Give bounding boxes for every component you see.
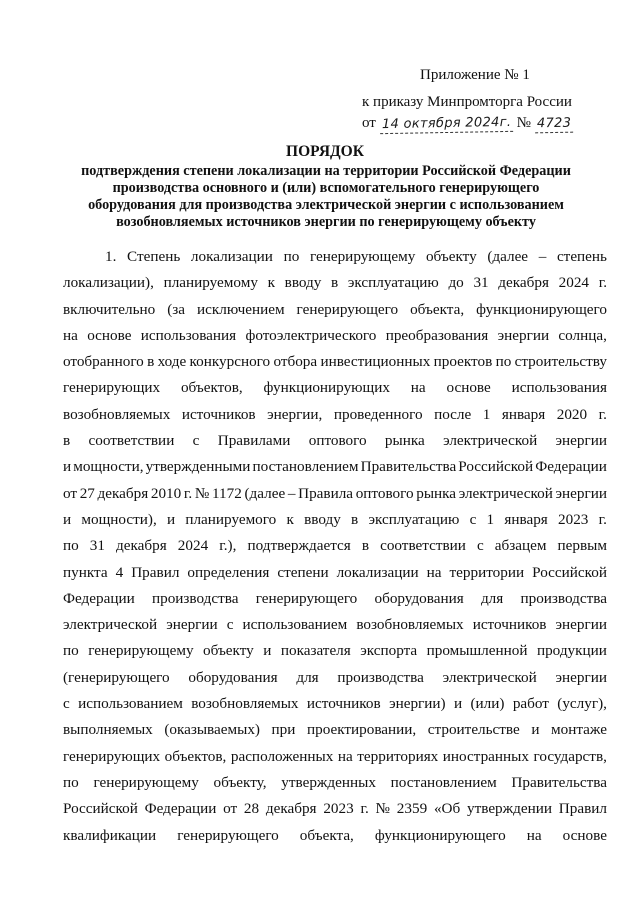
word: объекта,	[299, 826, 354, 844]
word: Правил	[131, 563, 180, 581]
word: генерирующих	[63, 379, 161, 397]
word: мощности,	[73, 458, 144, 476]
word: и	[63, 458, 72, 476]
word: преобразования	[385, 326, 489, 344]
word: Российской	[63, 800, 138, 818]
word: электрической	[442, 668, 537, 686]
body-line	[63, 717, 607, 743]
word: (оказываемых)	[164, 721, 260, 739]
word: энергии	[555, 616, 607, 634]
word: работ	[512, 695, 549, 713]
word: и	[166, 510, 176, 528]
word: 2024	[177, 537, 209, 555]
body-line	[63, 454, 607, 480]
word: с	[476, 537, 484, 555]
word: энергии	[555, 484, 607, 502]
word: на	[337, 747, 353, 765]
word: для	[296, 668, 319, 686]
word: использования	[140, 326, 237, 344]
word: на	[526, 826, 542, 844]
word: 2010	[150, 484, 182, 502]
word: энергии,	[267, 405, 323, 423]
order-date-number-line	[362, 112, 622, 134]
word: территории	[449, 563, 525, 581]
body-line	[63, 533, 607, 559]
word: генерирующего	[296, 300, 399, 318]
word: источников	[472, 616, 547, 634]
subtitle-line: производства основного и (или) вспомогательного генерирующего	[112, 180, 540, 196]
word: энергии	[166, 616, 218, 634]
word: 2359	[396, 800, 428, 818]
word: источников	[181, 405, 256, 423]
word: источников	[306, 695, 381, 713]
from-label: от	[362, 115, 376, 131]
word: рынка	[416, 484, 457, 502]
word: и	[263, 642, 272, 660]
word: г.),	[219, 537, 237, 555]
word: декабря	[97, 484, 149, 502]
body-line	[63, 244, 607, 270]
word: планируемого	[185, 510, 277, 528]
word: степень	[556, 248, 607, 265]
word: функционирующего	[476, 300, 607, 318]
word: конкурсного	[189, 353, 271, 371]
word: (далее	[244, 484, 286, 502]
word: по	[63, 642, 79, 660]
word: декабря	[498, 274, 549, 292]
word: от	[223, 800, 238, 818]
body-line	[63, 665, 607, 691]
word: расположенных	[230, 747, 334, 765]
word: рынка	[384, 432, 425, 450]
appendix-label: Приложение № 1	[420, 67, 530, 83]
word: показателя	[280, 642, 351, 660]
word: в	[331, 274, 339, 292]
word: (или)	[470, 695, 505, 713]
body-line	[63, 270, 607, 296]
word: объектов,	[180, 379, 243, 397]
word: 28	[243, 800, 260, 818]
word: №	[194, 484, 210, 502]
word: №	[375, 800, 391, 818]
word: по	[63, 537, 79, 555]
word: на	[410, 379, 426, 397]
word: производства	[337, 668, 424, 686]
word: основе	[87, 326, 132, 344]
word: Степень	[127, 248, 181, 265]
body-line	[63, 481, 607, 507]
word: электрической	[443, 432, 538, 450]
word: локализации	[336, 563, 419, 581]
word: оптового	[355, 484, 414, 502]
word: соответствии	[380, 537, 466, 555]
word: вводу	[304, 510, 341, 528]
word: по	[63, 773, 79, 791]
word: первым	[557, 537, 607, 555]
word: Российской	[532, 563, 607, 581]
word: энергии	[555, 668, 607, 686]
word: в	[361, 537, 370, 555]
word: эксплуатацию	[368, 510, 460, 528]
word: отобранного	[63, 353, 144, 371]
body-line	[63, 796, 607, 822]
word: 2020	[556, 405, 588, 423]
body-line	[63, 638, 607, 664]
body-paragraph	[63, 244, 607, 849]
word: по	[495, 353, 512, 371]
word: к	[267, 274, 275, 292]
word: в	[351, 510, 359, 528]
word: с	[63, 695, 70, 713]
word: функционирующих	[263, 379, 390, 397]
word: подтверждается	[247, 537, 351, 555]
word: в	[147, 353, 155, 371]
word: генерирующих	[63, 747, 161, 765]
word: Федерации	[63, 589, 135, 607]
word: Правительства	[360, 458, 457, 476]
word: 4	[115, 563, 124, 581]
word: продукции	[536, 642, 607, 660]
word: ходе	[157, 353, 187, 371]
word: использованием	[242, 616, 348, 634]
word: г.	[360, 800, 369, 818]
word: и	[531, 721, 540, 739]
subtitle-line: оборудования для производства электрической энергии с использованием	[88, 197, 564, 213]
word: генерирующему	[93, 773, 199, 791]
word: генерирующему	[88, 642, 194, 660]
word: с	[192, 432, 200, 450]
word: от	[63, 484, 78, 502]
word: территориях	[357, 747, 439, 765]
word: оборудования	[374, 589, 464, 607]
word: иностранных	[442, 747, 529, 765]
word: промышленной	[426, 642, 528, 660]
word: (далее	[487, 248, 529, 265]
body-line	[63, 823, 607, 849]
word: исключением	[197, 300, 285, 318]
body-line	[63, 297, 607, 323]
word: объекту	[203, 642, 254, 660]
body-line	[63, 375, 607, 401]
body-line	[63, 349, 607, 375]
word: пункта	[63, 563, 108, 581]
word: электрической	[63, 616, 158, 634]
body-line	[63, 691, 607, 717]
handwritten-number: 4723	[535, 116, 574, 134]
word: постановлением	[390, 773, 497, 791]
body-line	[63, 770, 607, 796]
word: мощности),	[81, 510, 157, 528]
body-line	[63, 612, 607, 638]
word: 1	[486, 510, 495, 528]
word: января	[501, 405, 546, 423]
word: 1172	[212, 484, 242, 502]
word: и	[453, 695, 463, 713]
word: локализации),	[63, 274, 154, 292]
word: использованием	[78, 695, 183, 713]
word: проектировании,	[306, 721, 417, 739]
word: соответствии	[88, 432, 175, 450]
word: 31	[473, 274, 489, 292]
word: энергии)	[389, 695, 446, 713]
word: г.	[598, 274, 607, 292]
word: Правила	[298, 484, 354, 502]
word: к	[286, 510, 294, 528]
word: основе	[562, 826, 607, 844]
word: локализации	[190, 248, 273, 265]
word: степени	[277, 563, 329, 581]
word: строительству	[514, 353, 607, 371]
body-line	[63, 586, 607, 612]
document-title: ПОРЯДОК	[286, 143, 364, 160]
word: экспорта	[360, 642, 418, 660]
word: энергии	[555, 432, 607, 450]
word: 1.	[105, 248, 117, 265]
word: с	[469, 510, 477, 528]
word: с	[226, 616, 234, 634]
word: производства	[520, 589, 607, 607]
order-reference: к приказу Минпромторга России	[362, 94, 572, 110]
handwritten-date: 14 октября 2024г.	[379, 115, 513, 134]
word: Федерации	[144, 800, 217, 818]
body-line	[63, 402, 607, 428]
word: г.	[598, 405, 607, 423]
word: генерирующему	[309, 248, 416, 265]
word: утверждении	[467, 800, 552, 818]
word: абзацем	[494, 537, 547, 555]
word: строительстве	[427, 721, 520, 739]
word: Российской	[458, 458, 534, 476]
word: на	[63, 326, 78, 344]
word: объекту,	[213, 773, 267, 791]
word: генерирующего	[177, 826, 279, 844]
subtitle-line: возобновляемых источников энергии по генерирующему объекту	[116, 214, 536, 230]
document-subtitle	[78, 163, 574, 231]
word: выполняемых	[63, 721, 153, 739]
word: (услуг),	[557, 695, 607, 713]
word: Федерации	[535, 458, 607, 476]
body-line	[63, 560, 607, 586]
word: вводу	[284, 274, 322, 292]
word: 1	[482, 405, 491, 423]
word: при	[271, 721, 296, 739]
word: оборудования	[188, 668, 278, 686]
word: 27	[79, 484, 95, 502]
word: 31	[89, 537, 105, 555]
word: после	[434, 405, 472, 423]
body-line	[63, 507, 607, 533]
word: 2023	[558, 510, 589, 528]
appendix-header	[362, 64, 622, 134]
word: объекта,	[410, 300, 465, 318]
word: оптового	[308, 432, 367, 450]
word: Правительства	[511, 773, 607, 791]
word: утвержденными	[145, 458, 251, 476]
subtitle-line: подтверждения степени локализации на территории Российской Федерации	[81, 163, 571, 179]
word: проведенного	[333, 405, 423, 423]
word: основе	[446, 379, 491, 397]
word: солнца,	[558, 326, 607, 344]
word: г.	[598, 510, 607, 528]
word: генерирующего	[255, 589, 358, 607]
body-line	[63, 428, 607, 454]
word: на	[426, 563, 442, 581]
body-line	[63, 744, 607, 770]
word: возобновляемых	[191, 695, 299, 713]
word: и	[63, 510, 72, 528]
word: постановлением	[252, 458, 359, 476]
word: использования	[511, 379, 607, 397]
word: декабря	[116, 537, 167, 555]
word: 2023	[323, 800, 354, 818]
word: Правилами	[217, 432, 291, 450]
word: государств,	[533, 747, 607, 765]
body-line	[63, 323, 607, 349]
word: Правил	[558, 800, 607, 818]
word: энергии	[497, 326, 550, 344]
word: для	[480, 589, 504, 607]
word: эксплуатацию	[347, 274, 439, 292]
word: функционирующего	[374, 826, 506, 844]
word: объекту	[425, 248, 477, 265]
word: планируемому	[163, 274, 258, 292]
word: –	[287, 484, 296, 502]
word: объектов,	[164, 747, 227, 765]
word: возобновляемых	[63, 405, 171, 423]
word: утвержденных	[281, 773, 376, 791]
word: проектов	[433, 353, 493, 371]
word: в	[63, 432, 71, 450]
word: электрической	[458, 484, 553, 502]
word: включительно	[63, 300, 156, 318]
word: по	[283, 248, 300, 265]
word: января	[504, 510, 548, 528]
word: «Об	[433, 800, 461, 818]
word: до	[448, 274, 464, 292]
word: определения	[187, 563, 270, 581]
word: возобновляемых	[356, 616, 464, 634]
word: декабря	[265, 800, 317, 818]
number-label: №	[516, 115, 531, 131]
word: фотоэлектрического	[245, 326, 377, 344]
word: отбора	[273, 353, 318, 371]
word: 2024	[558, 274, 590, 292]
word: (генерирующего	[63, 668, 170, 686]
word: квалификации	[63, 826, 157, 844]
word: производства	[151, 589, 239, 607]
word: –	[538, 248, 547, 265]
word: инвестиционных	[320, 353, 431, 371]
word: монтаже	[551, 721, 607, 739]
word: г.	[183, 484, 193, 502]
word: (за	[167, 300, 186, 318]
